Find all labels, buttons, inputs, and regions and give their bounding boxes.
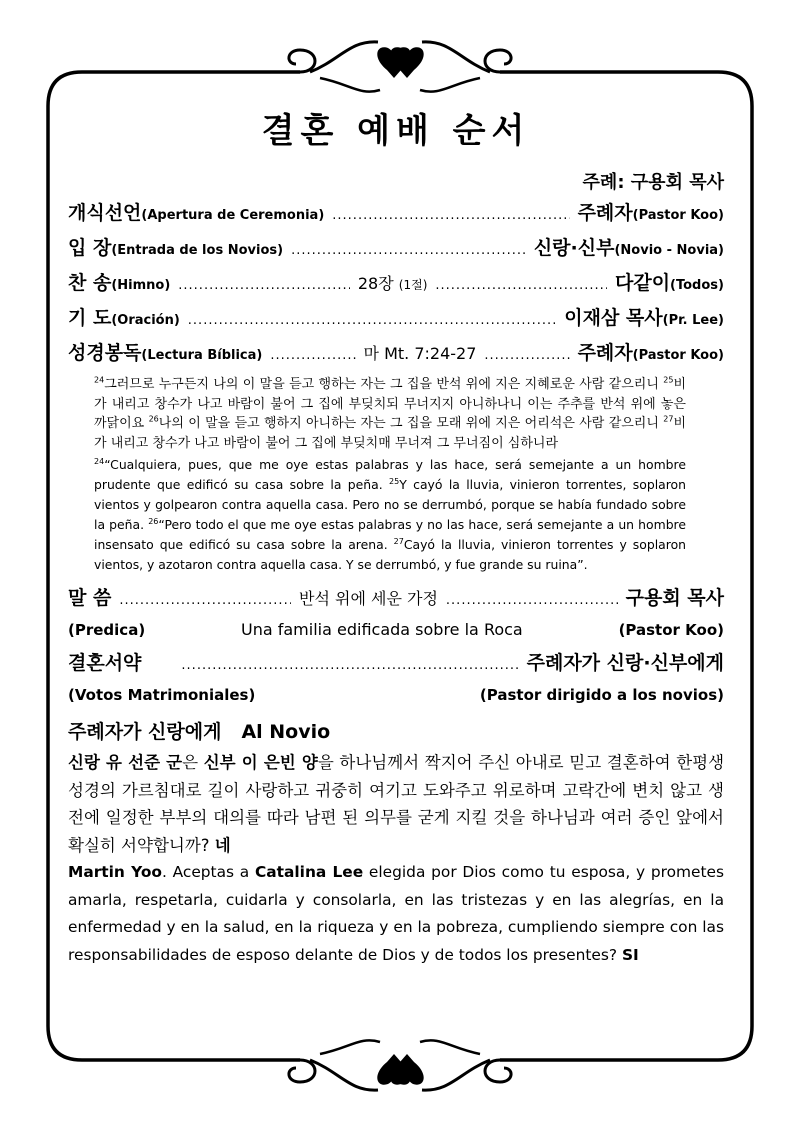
order-item-label: 입 장(Entrada de los Novios) [68,237,284,259]
verse-number: 25 [389,476,400,486]
order-item-label: 찬 송(Himno) [68,272,171,294]
verse-number: 27 [393,536,404,546]
groom-vow-heading-ko: 주례자가 신랑에게 [68,721,222,743]
leader-dots [178,268,350,303]
sermon-sub-row [68,616,724,644]
verse-text: Cayó la lluvia, vinieron torrentes y soplaron vientos, y azotaron contra aquella casa. Y se derrumbó, y fue grande su ruina”. [94,537,686,572]
verse-number: 26 [148,414,159,424]
leader-dots [332,198,569,233]
vow-text: 은 [182,753,204,772]
bride-name-es: Catalina Lee [254,863,364,881]
verse-text: 그러므로 누구든지 나의 이 말을 듣고 행하는 자는 그 집을 반석 위에 지은 지혜로운 사람 같으리니 [104,377,664,392]
leader-dots [291,233,526,268]
order-item-leader: 다같이(Todos) [614,272,724,294]
verse-text: Y cayó la lluvia, vinieron torrentes, soplaron vientos y golpearon contra aquella casa. Pero no se derrumbó, porque se había fundado sobre la peña. [94,477,686,532]
order-row [68,301,724,336]
leader-dots [181,648,518,683]
sermon-row [68,581,724,616]
vow-text: . Aceptas a [161,863,255,881]
order-list [68,196,724,371]
groom-vow-spanish [68,859,724,969]
sermon-topic: 반석 위에 세운 가정 [299,589,438,608]
scripture-spanish [94,455,686,575]
bride-name-ko: 신부 이 은빈 양 [203,753,318,772]
verse-text: 비가 내리고 창수가 나고 바람이 불어 그 집에 부딪치되 무너지지 아니하나니 이는 주추를 반석 위에 놓은 까닭이요 [94,377,686,431]
groom-vow-heading [68,715,724,749]
leader-dots [188,303,556,338]
verse-number: 27 [663,414,674,424]
vows-label-es: (Votos Matrimoniales) [68,686,256,704]
verse-number: 24 [94,375,105,385]
leader-dots [435,268,607,303]
groom-name-es: Martin Yoo [68,863,162,881]
order-row [68,231,724,266]
order-item-leader: 이재삼 목사(Pr. Lee) [564,307,724,329]
vow-text: 을 하나님께서 짝지어 주신 아내로 믿고 결혼하여 한평생 성경의 가르침대로 길이 사랑하고 귀중히 여기고 도와주고 위로하며 고락간에 변치 않고 생전에 일정한 부부의 대의를 따라 남편 된 의무를 굳게 지킬 것을 하나님과 여러 증인 앞에서 확실히 서약합니까? [68,753,725,855]
order-item-detail: 마 Mt. 7:24-27 [363,344,477,363]
order-item-leader: 주례자(Pastor Koo) [577,202,724,224]
groom-name-ko: 신랑 유 선준 군 [68,753,183,772]
verse-text: “Pero todo el que me oye estas palabras y no las hace, será semejante a un hombre insensato que edificó su casa sobre la arena. [94,517,686,552]
verse-text: “Cualquiera, pues, que me oye estas palabras y las hace, será semejante a un hombre prudente que edificó su casa sobre la peña. [94,457,686,492]
verse-number: 25 [663,375,674,385]
vows-target: 주례자가 신랑·신부에게 [526,652,724,674]
order-item-label: 개식선언(Apertura de Ceremonia) [68,202,325,224]
vows-sub-row [68,681,724,709]
scripture-korean [94,375,686,453]
vows-target-es: (Pastor dirigido a los novios) [479,686,724,704]
sermon-topic-es: Una familia edificada sobre la Roca [241,620,523,639]
order-item-leader: 신랑·신부(Novio - Novia) [533,237,724,259]
order-item-leader: 주례자(Pastor Koo) [577,342,724,364]
vows-label: 결혼서약 [68,652,142,674]
answer-es: SI [621,945,639,964]
groom-vow-heading-es: Al Novio [241,721,331,743]
sermon-label: 말 씀 [68,587,112,609]
order-item-detail: 28장 (1절) [357,274,428,293]
answer-ko: 네 [214,835,231,855]
program-content [68,108,724,969]
verse-number: 24 [94,456,105,466]
leader-dots [484,338,569,373]
order-item-label: 성경봉독(Lectura Bíblica) [68,342,263,364]
order-row [68,196,724,231]
officiant-line: 주례: 구용회 목사 [582,172,724,193]
sermon-preacher-es: (Pastor Koo) [618,621,724,639]
vows-row [68,646,724,681]
leader-dots [270,338,355,373]
sermon-preacher: 구용회 목사 [625,587,724,609]
order-item-label: 기 도(Oración) [68,307,180,329]
verse-text: 비가 내리고 창수가 나고 바람이 불어 그 집에 부딪치매 무너져 그 무너짐이 심하니라 [94,416,687,451]
page-title: 결혼 예배 순서 [261,111,531,151]
vow-text: elegida por Dios como tu esposa, y prometes amarla, respetarla, cuidarla y consolarla, en las tristezas y en las alegrías, en la enfermedad y en la salud, en la riqueza y en la pobreza, cumpliendo siempre con las responsabilidades de esposo delante de Dios y de todos los presentes? [68,863,725,964]
order-row [68,266,724,301]
verse-number: 26 [148,516,159,526]
verse-text: 나의 이 말을 듣고 행하지 아니하는 자는 그 집을 모래 위에 지은 어리석은 사람 같으리니 [158,416,664,431]
leader-dots [446,583,618,618]
leader-dots [119,583,291,618]
order-row [68,336,724,371]
groom-vow-korean [68,749,724,859]
sermon-label-es: (Predica) [68,621,146,639]
